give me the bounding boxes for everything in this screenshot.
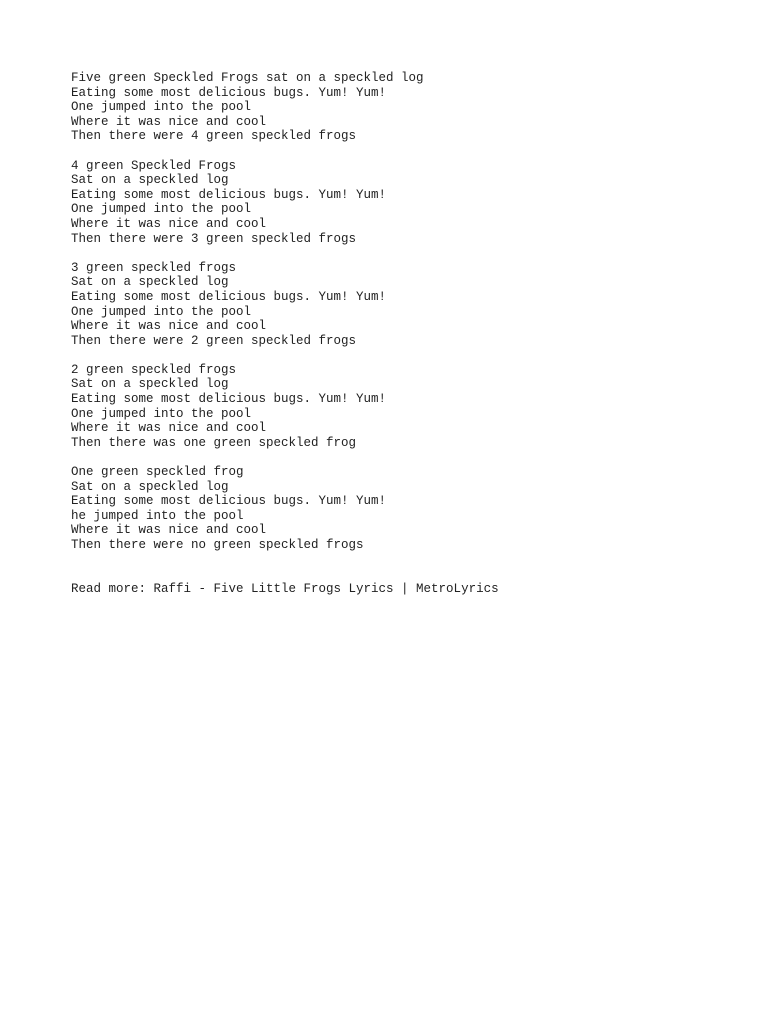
lyric-line: Eating some most delicious bugs. Yum! Yum! xyxy=(71,289,387,304)
lyric-line: Then there were 2 green speckled frogs xyxy=(71,333,357,348)
lyric-line: Where it was nice and cool xyxy=(71,523,267,538)
lyric-line: he jumped into the pool xyxy=(71,508,244,523)
stanza-2 xyxy=(71,159,751,247)
lyric-line: Then there were 3 green speckled frogs xyxy=(71,231,357,246)
stanza-4 xyxy=(71,363,751,451)
lyric-line: Eating some most delicious bugs. Yum! Yum! xyxy=(71,85,387,100)
lyric-line: Then there were 4 green speckled frogs xyxy=(71,129,357,144)
lyric-line: Sat on a speckled log xyxy=(71,275,229,290)
lyric-line: 2 green speckled frogs xyxy=(71,362,237,377)
lyric-line: One jumped into the pool xyxy=(71,202,252,217)
stanza-3 xyxy=(71,261,751,349)
lyric-line: Eating some most delicious bugs. Yum! Yum! xyxy=(71,187,387,202)
lyric-line: 4 green Speckled Frogs xyxy=(71,158,237,173)
lyric-line: Where it was nice and cool xyxy=(71,421,267,436)
lyric-line: Then there were no green speckled frogs xyxy=(71,538,364,552)
lyric-line: Where it was nice and cool xyxy=(71,319,267,334)
lyric-line: Five green Speckled Frogs sat on a speckled log xyxy=(71,71,424,85)
lyric-line: One jumped into the pool xyxy=(71,100,252,115)
lyrics-document xyxy=(71,71,751,596)
lyric-line: Eating some most delicious bugs. Yum! Yum! xyxy=(71,494,387,509)
lyric-line: Eating some most delicious bugs. Yum! Yum! xyxy=(71,392,387,407)
lyric-line: Sat on a speckled log xyxy=(71,173,229,188)
stanza-5 xyxy=(71,465,751,553)
lyric-line: One jumped into the pool xyxy=(71,406,252,421)
lyric-line: One jumped into the pool xyxy=(71,304,252,319)
lyric-line: Where it was nice and cool xyxy=(71,114,267,129)
read-more-attribution: Read more: Raffi - Five Little Frogs Lyrics | MetroLyrics xyxy=(71,581,499,596)
lyric-line: Where it was nice and cool xyxy=(71,216,267,231)
lyric-line: Then there was one green speckled frog xyxy=(71,435,357,450)
stanza-1 xyxy=(71,71,751,144)
lyric-line: 3 green speckled frogs xyxy=(71,260,237,275)
lyric-line: Sat on a speckled log xyxy=(71,377,229,392)
lyric-line: Sat on a speckled log xyxy=(71,479,229,494)
lyric-line: One green speckled frog xyxy=(71,465,244,480)
